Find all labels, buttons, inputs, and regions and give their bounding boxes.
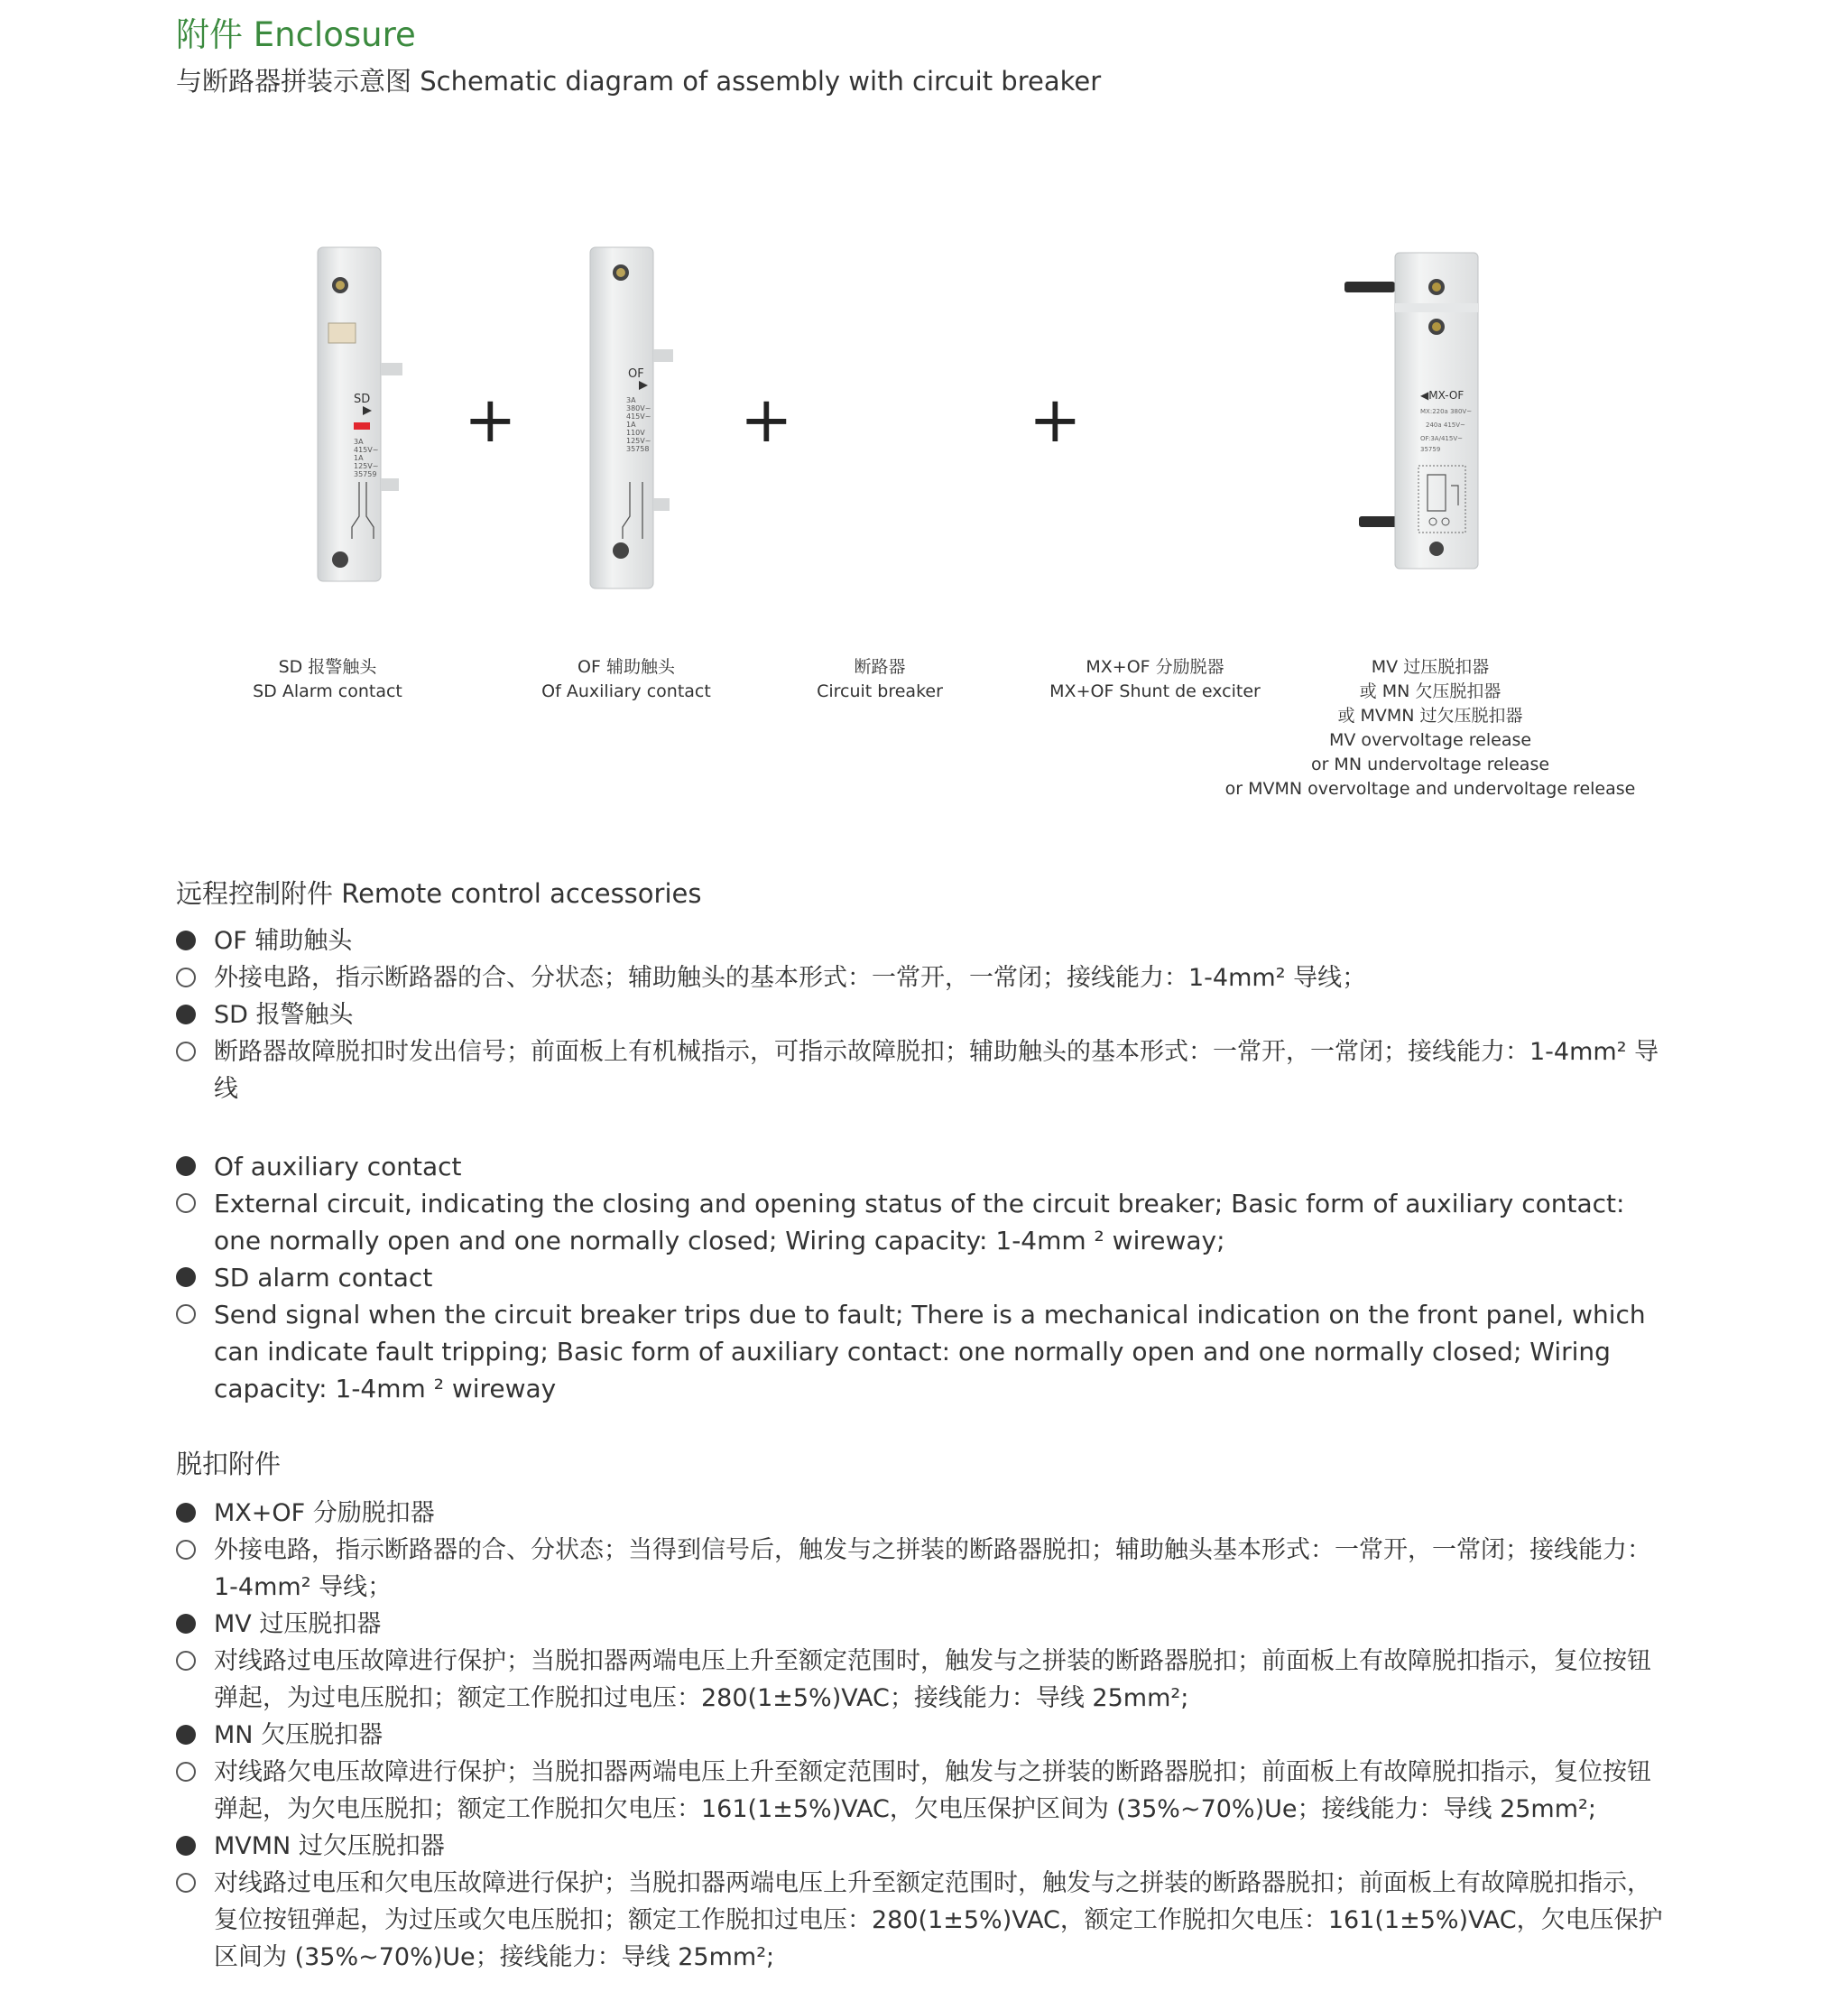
list-item (176, 1717, 1674, 1754)
hollow-bullet-icon (176, 1873, 196, 1893)
list-item-text: MX+OF 分励脱扣器 (214, 1499, 435, 1527)
list-item (176, 1296, 1674, 1407)
list-item (176, 1185, 1674, 1259)
of-device-line: 1A (626, 421, 636, 429)
hollow-bullet-icon (176, 1193, 196, 1213)
list-item-text: Of auxiliary contact (214, 1152, 462, 1181)
filled-bullet-icon (176, 1503, 196, 1523)
list-item (176, 1865, 1674, 1976)
page-title: 附件 Enclosure (176, 15, 416, 54)
list-item (176, 1532, 1674, 1606)
caption-line: Of Auxiliary contact (541, 681, 711, 701)
caption-line: Circuit breaker (817, 681, 943, 701)
list-item-text: Send signal when the circuit breaker trips due to fault; There is a mechanical indication on the front panel, which can indicate fault tripping; Basic form of auxiliary contact: one normally open and one normally closed; Wiring capacity: 1-4mm ² wireway (214, 1300, 1646, 1403)
caption-line: SD Alarm contact (253, 681, 402, 701)
of-device-line: 35758 (626, 445, 650, 453)
list-item-text: MV 过压脱扣器 (214, 1610, 382, 1638)
caption-line: or MVMN overvoltage and undervoltage release (1224, 779, 1636, 799)
list-item-text: MVMN 过欠压脱扣器 (214, 1832, 445, 1860)
filled-bullet-icon (176, 1005, 196, 1024)
list-item (176, 996, 1674, 1033)
sd-device-line: 3A (354, 438, 364, 446)
hollow-bullet-icon (176, 968, 196, 987)
caption-of (518, 655, 735, 704)
section-heading-trip: 脱扣附件 (176, 1449, 282, 1479)
sd-device-label: SD (354, 393, 371, 406)
page-subtitle: 与断路器拼装示意图 Schematic diagram of assembly with circuit breaker (176, 66, 1102, 97)
caption-line: MX+OF 分励脱器 (1086, 657, 1224, 677)
of-device-line: 415V~ (626, 412, 651, 421)
list-item (176, 1643, 1674, 1717)
filled-bullet-icon (176, 1156, 196, 1176)
caption-sd (228, 655, 427, 704)
section-heading-remote: 远程控制附件 Remote control accessories (176, 878, 702, 909)
of-device-line: 3A (626, 396, 636, 404)
list-item-text: OF 辅助触头 (214, 927, 353, 955)
mxof-device-label: ◀MX-OF (1420, 389, 1465, 402)
mxof-device-line: MX:220a 380V~ (1420, 408, 1473, 415)
plus-sign: + (1029, 383, 1082, 457)
caption-line: OF 辅助触头 (578, 657, 675, 677)
caption-line: MX+OF Shunt de exciter (1049, 681, 1261, 701)
of-auxiliary-contact-image (578, 245, 686, 593)
list-item-text: SD 报警触头 (214, 1001, 354, 1029)
hollow-bullet-icon (176, 1762, 196, 1782)
mxof-device-line: 240a 415V~ (1426, 422, 1465, 429)
of-device-line: 380V~ (626, 404, 651, 412)
remote-list-en (176, 1148, 1674, 1407)
caption-mv-mn-mvmn (1209, 655, 1651, 801)
of-device-label: OF (628, 367, 644, 381)
sd-alarm-contact-image (307, 245, 415, 588)
sd-device-line: 415V~ (354, 446, 379, 454)
list-item (176, 959, 1674, 996)
hollow-bullet-icon (176, 1540, 196, 1560)
mxof-device-line: OF:3A/415V~ (1420, 435, 1463, 442)
plus-sign: + (740, 383, 793, 457)
list-item-text: External circuit, indicating the closing and opening status of the circuit breaker; Basic form of auxiliary contact: one normally open and one normally closed; Wiring capacity: 1-4mm ² wireway; (214, 1189, 1625, 1255)
list-item (176, 1754, 1674, 1828)
list-item (176, 922, 1674, 959)
of-device-line: 125V~ (626, 437, 651, 445)
list-item-text: 断路器故障脱扣时发出信号；前面板上有机械指示，可指示故障脱扣；辅助触头的基本形式：一常开，一常闭；接线能力：1-4mm² 导线 (214, 1038, 1659, 1103)
caption-line: MV 过压脱扣器 (1371, 657, 1490, 677)
filled-bullet-icon (176, 1836, 196, 1856)
mx-of-shunt-release-image (1344, 249, 1498, 574)
of-device-line: 110V (626, 429, 645, 437)
caption-line: SD 报警触头 (278, 657, 377, 677)
list-item-text: SD alarm contact (214, 1263, 433, 1292)
list-item-text: 对线路过电压和欠电压故障进行保护；当脱扣器两端电压上升至额定范围时，触发与之拼装的断路器脱扣；前面板上有故障脱扣指示，复位按钮弹起，为过压或欠电压脱扣；额定工作脱扣过电压：280(1±5%)VAC，额定工作脱扣欠电压：161(1±5%)VAC，欠电压保护区间为 (35%~70%)Ue；接线能力：导线 25mm²; (214, 1869, 1663, 1971)
filled-bullet-icon (176, 1725, 196, 1745)
list-item-text: 对线路过电压故障进行保护；当脱扣器两端电压上升至额定范围时，触发与之拼装的断路器脱扣；前面板上有故障脱扣指示，复位按钮弹起，为过电压脱扣；额定工作脱扣过电压：280(1±5%)VAC；接线能力：导线 25mm²; (214, 1647, 1651, 1712)
filled-bullet-icon (176, 931, 196, 950)
caption-line: MV overvoltage release (1328, 730, 1532, 750)
remote-list-cn (176, 922, 1674, 1107)
list-item (176, 1828, 1674, 1865)
caption-line: 或 MVMN 过欠压脱扣器 (1337, 706, 1523, 726)
hollow-bullet-icon (176, 1651, 196, 1671)
list-item-text: 对线路欠电压故障进行保护；当脱扣器两端电压上升至额定范围时，触发与之拼装的断路器脱扣；前面板上有故障脱扣指示，复位按钮弹起，为欠电压脱扣；额定工作脱扣欠电压：161(1±5%)VAC，欠电压保护区间为 (35%~70%)Ue；接线能力：导线 25mm²; (214, 1758, 1651, 1823)
list-item-text: 外接电路，指示断路器的合、分状态；当得到信号后，触发与之拼装的断路器脱扣；辅助触头基本形式：一常开，一常闭；接线能力：1-4mm² 导线； (214, 1536, 1651, 1601)
sd-device-line: 125V~ (354, 462, 379, 470)
filled-bullet-icon (176, 1614, 196, 1634)
caption-line: 或 MN 欠压脱扣器 (1359, 681, 1502, 701)
sd-device-line: 35759 (354, 470, 377, 478)
hollow-bullet-icon (176, 1042, 196, 1061)
hollow-bullet-icon (176, 1304, 196, 1324)
sd-device-line: 1A (354, 454, 364, 462)
mxof-device-line: 35759 (1420, 446, 1441, 453)
caption-line: 断路器 (854, 657, 906, 677)
list-item (176, 1259, 1674, 1296)
trip-list (176, 1495, 1674, 1976)
plus-sign: + (464, 383, 517, 457)
list-item (176, 1606, 1674, 1643)
caption-circuit-breaker (794, 655, 966, 704)
list-item-text: 外接电路，指示断路器的合、分状态；辅助触头的基本形式：一常开，一常闭；接线能力：1-4mm² 导线； (214, 964, 1367, 992)
list-item-text: MN 欠压脱扣器 (214, 1721, 383, 1749)
list-item (176, 1495, 1674, 1532)
list-item (176, 1033, 1674, 1107)
caption-line: or MN undervoltage release (1310, 755, 1550, 774)
filled-bullet-icon (176, 1267, 196, 1287)
list-item (176, 1148, 1674, 1185)
